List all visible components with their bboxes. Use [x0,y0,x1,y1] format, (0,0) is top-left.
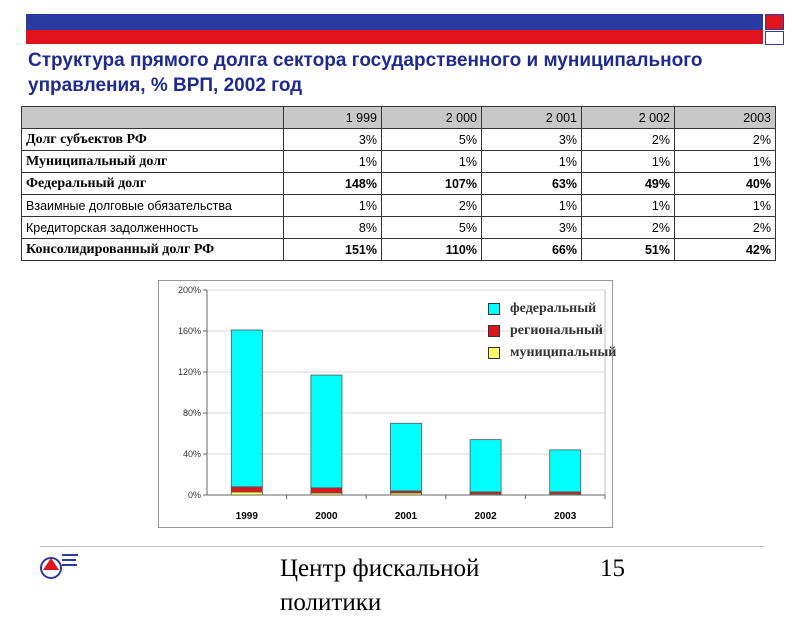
table-row [22,151,776,173]
legend-label: федеральный [510,301,597,316]
value-cell: 40% [675,173,776,195]
bar-segment [231,330,262,487]
value-cell: 2% [382,195,482,217]
value-cell: 2% [582,217,675,239]
value-cell: 110% [382,239,482,261]
table-header-row [22,107,776,129]
bar-segment [311,375,342,488]
value-cell: 151% [284,239,382,261]
legend-label: региональный [510,323,603,338]
bar-segment [470,440,501,492]
row-label: Муниципальный долг [22,151,284,173]
value-cell: 2% [582,129,675,151]
header-cell-year: 2003 [675,107,776,129]
value-cell: 5% [382,129,482,151]
x-tick-label: 2000 [315,511,338,522]
footer-divider [40,546,764,547]
legend-item [488,298,616,320]
legend-label: муниципальный [510,345,617,360]
value-cell: 3% [284,129,382,151]
header-red-bar [26,30,763,44]
header-cell-empty [22,107,284,129]
value-cell: 107% [382,173,482,195]
page-number: 15 [600,555,625,582]
value-cell: 3% [482,129,582,151]
header-red-square [765,14,784,30]
y-tick-label: 200% [177,285,201,295]
value-cell: 63% [482,173,582,195]
header-cell-year: 2 000 [382,107,482,129]
x-tick-label: 2001 [394,511,418,522]
value-cell: 51% [582,239,675,261]
value-cell: 1% [284,195,382,217]
value-cell: 148% [284,173,382,195]
value-cell: 2% [675,217,776,239]
table-row [22,239,776,261]
value-cell: 42% [675,239,776,261]
chart-legend [488,298,616,364]
row-label: Консолидированный долг РФ [22,239,284,261]
y-tick-label: 80% [182,408,201,418]
value-cell: 1% [675,151,776,173]
value-cell: 1% [284,151,382,173]
table-row [22,173,776,195]
value-cell: 1% [582,195,675,217]
bar-segment [550,450,581,492]
y-tick-label: 120% [177,367,201,377]
header-blue-bar [26,14,763,30]
center-logo [40,548,80,580]
value-cell: 49% [582,173,675,195]
row-label: Долг субъектов РФ [22,129,284,151]
row-label: Взаимные долговые обязательства [22,195,284,217]
row-label: Федеральный долг [22,173,284,195]
legend-item [488,320,616,342]
legend-swatch [488,303,500,315]
table-row [22,129,776,151]
value-cell: 3% [482,217,582,239]
header-cell-year: 2 001 [482,107,582,129]
y-tick-label: 40% [182,449,201,459]
value-cell: 1% [482,195,582,217]
value-cell: 66% [482,239,582,261]
value-cell: 1% [582,151,675,173]
header-cell-year: 1 999 [284,107,382,129]
value-cell: 5% [382,217,482,239]
legend-item [488,342,616,364]
bar-segment [311,488,342,493]
value-cell: 1% [675,195,776,217]
bar-segment [231,487,262,492]
table-row [22,217,776,239]
footer-text: Центр фискальной политики [280,555,480,616]
value-cell: 2% [675,129,776,151]
header-white-square [765,31,784,45]
value-cell: 1% [482,151,582,173]
y-tick-label: 160% [177,326,201,336]
legend-swatch [488,347,500,359]
bar-segment [231,492,262,495]
bar-segment [391,423,422,491]
value-cell: 8% [284,217,382,239]
x-tick-label: 2002 [474,511,497,522]
slide-title: Структура прямого долга сектора государственного и муниципального управления, % ВРП, 2002 год [28,50,703,96]
value-cell: 1% [382,151,482,173]
y-tick-label: 0% [187,490,201,500]
x-tick-label: 1999 [235,511,258,522]
table-row [22,195,776,217]
legend-swatch [488,325,500,337]
header-cell-year: 2 002 [582,107,675,129]
row-label: Кредиторская задолженность [22,217,284,239]
logo-icon [40,548,80,580]
debt-table [21,106,776,261]
x-tick-label: 2003 [554,511,577,522]
